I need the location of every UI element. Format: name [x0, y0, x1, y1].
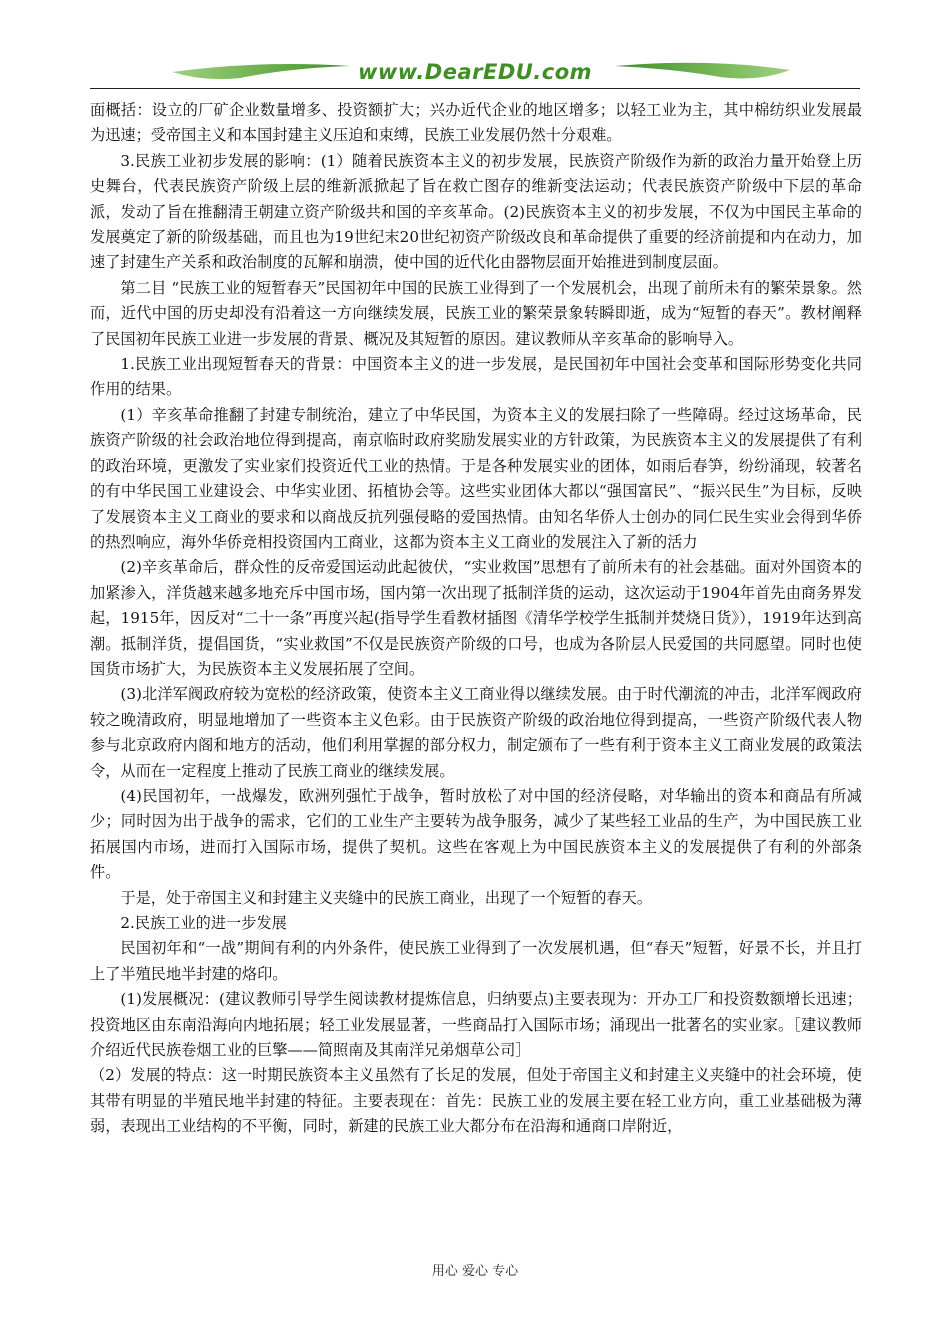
paragraph: 于是，处于帝国主义和封建主义夹缝中的民族工商业，出现了一个短暂的春天。 [120, 888, 652, 907]
paragraph: 3.民族工业初步发展的影响：(1）随着民族资本主义的初步发展，民族资产阶级作为新的政治力量开始登上历史舞台，代表民族资产阶级上层的维新派掀起了旨在救亡图存的维新变法运动；代表民族资产阶级中下层的革命派，发动了旨在推翻清王朝建立资产阶级共和国的辛亥革命。(2)民族资本主义的初步发展，不仅为中国民主革命的发展奠定了新的阶级基础，而且也为19世纪末20世纪初资产阶级改良和革命提供了重要的经济前提和内在动力，加速了封建生产关系和政治制度的瓦解和崩溃，使中国的近代化由器物层面开始推进到制度层面。 [90, 151, 862, 272]
paragraph: 第二目 “民族工业的短暂春天”民国初年中国的民族工业得到了一个发展机会，出现了前所未有的繁荣景象。然而，近代中国的历史却没有沿着这一方向继续发展，民族工业的繁荣景象转瞬即逝，成为“短暂的春天”。教材阐释了民国初年民族工业进一步发展的背景、概况及其短暂的原因。建议教师从辛亥革命的影响导入。 [90, 278, 862, 348]
paragraph: (1）辛亥革命推翻了封建专制统治，建立了中华民国，为资本主义的发展扫除了一些障碍。经过这场革命，民族资产阶级的社会政治地位得到提高，南京临时政府奖励发展实业的方针政策，为民族资本主义的发展提供了有利的政治环境，更激发了实业家们投资近代工业的热情。于是各种发展实业的团体，如雨后春笋，纷纷涌现，较著名的有中华民国工业建设会、中华实业团、拓植协会等。这些实业团体大都以“强国富民”、“振兴民生”为目标，反映了发展资本主义工商业的要求和以商战反抗列强侵略的爱国热情。由知名华侨人士创办的同仁民生实业会得到华侨的热烈响应，海外华侨竞相投资国内工商业，这都为资本主义工商业的发展注入了新的活力 [90, 405, 862, 551]
header-rule [90, 88, 860, 89]
paragraph: (3)北洋军阀政府较为宽松的经济政策，使资本主义工商业得以继续发展。由于时代潮流的冲击，北洋军阀政府较之晚清政府，明显地增加了一些资本主义色彩。由于民族资产阶级的政治地位得到提高，一些资产阶级代表人物参与北京政府内阁和地方的活动，他们利用掌握的部分权力，制定颁布了一些有利于资本主义工商业发展的政策法令，从而在一定程度上推动了民族工商业的继续发展。 [90, 685, 862, 780]
paragraph: 2.民族工业的进一步发展 [120, 914, 287, 932]
paragraph: 民国初年和“一战”期间有利的内外条件，使民族工业得到了一次发展机遇，但“春天”短暂，好景不长，并且打上了半殖民地半封建的烙印。 [90, 939, 862, 983]
paragraph: (2)辛亥革命后，群众性的反帝爱国运动此起彼伏，“实业救国”思想有了前所未有的社会基础。面对外国资本的加紧渗入，洋货越来越多地充斥中国市场，国内第一次出现了抵制洋货的运动，这次运动于1904年首先由商务界发起，1915年，因反对“二十一条”再度兴起(指导学生看教材插图《清华学校学生抵制并焚烧日货》），1919年达到高潮。抵制洋货，提倡国货，“实业救国”不仅是民族资产阶级的口号，也成为各阶层人民爱国的共同愿望。同时也使国货市场扩大，为民族资本主义发展拓展了空间。 [90, 558, 862, 678]
document-body [90, 98, 862, 1140]
paragraph: 1.民族工业出现短暂春天的背景：中国资本主义的进一步发展，是民国初年中国社会变革和国际形势变化共同作用的结果。 [90, 355, 862, 399]
site-logo: www.DearEDU.com [357, 60, 593, 84]
paragraph: 面概括：设立的厂矿企业数量增多、投资额扩大；兴办近代企业的地区增多；以轻工业为主，其中棉纺织业发展最为迅速；受帝国主义和本国封建主义压迫和束缚，民族工业发展仍然十分艰难。 [90, 101, 862, 145]
page-footer: 用心 爱心 专心 [431, 1264, 519, 1279]
page-header [90, 52, 860, 92]
paragraph: （2）发展的特点：这一时期民族资本主义虽然有了长足的发展，但处于帝国主义和封建主义夹缝中的社会环境，使其带有明显的半殖民地半封建的特征。主要表现在：首先：民族工业的发展主要在轻工业方向，重工业基础极为薄弱，表现出工业结构的不平衡，同时，新建的民族工业大都分布在沿海和通商口岸附近， [90, 1066, 862, 1136]
paragraph: (1)发展概况：(建议教师引导学生阅读教材提炼信息，归纳要点)主要表现为：开办工厂和投资数额增长迅速；投资地区由东南沿海向内地拓展；轻工业发展显著，一些商品打入国际市场；涌现出一批著名的实业家。［建议教师介绍近代民族卷烟工业的巨擎——简照南及其南洋兄弟烟草公司］ [90, 990, 862, 1060]
paragraph: (4)民国初年，一战爆发，欧洲列强忙于战争，暂时放松了对中国的经济侵略，对华输出的资本和商品有所减少；同时因为出于战争的需求，它们的工业生产主要转为战争服务，减少了某些轻工业品的生产，为中国民族工业拓展国内市场，进而打入国际市场，提供了契机。这些在客观上为中国民族资本主义的发展提供了有利的外部条件。 [90, 786, 862, 882]
